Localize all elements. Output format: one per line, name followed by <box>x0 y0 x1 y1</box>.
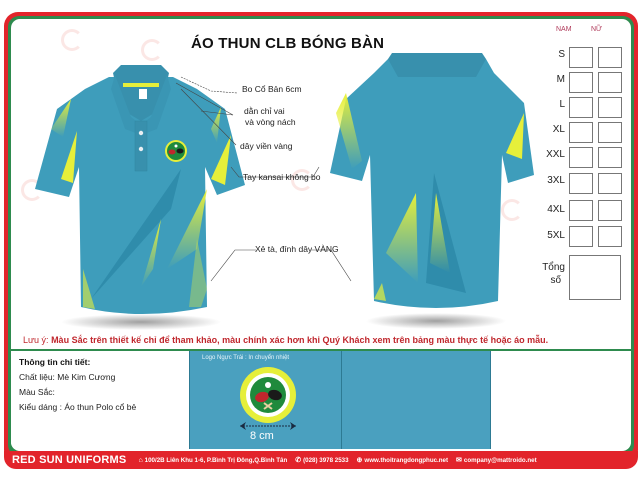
size-input-male-xxl[interactable] <box>569 147 593 168</box>
mail-icon: ✉ <box>456 457 462 464</box>
callout-piping: dây viền vàng <box>240 141 293 151</box>
logo-panel <box>189 351 342 449</box>
size-input-female-xxl[interactable] <box>598 147 622 168</box>
size-header-female: NỮ <box>591 26 603 33</box>
footer-address: ⌂ 100/2B Liên Khu 1-6, P.Bình Trị Đông,Q.Bình Tân <box>138 456 288 464</box>
phone-icon: ✆ <box>295 457 302 464</box>
size-input-female-4xl[interactable] <box>598 200 622 221</box>
details-title: Thông tin chi tiết: <box>19 357 91 367</box>
details-style: Kiểu dáng : Áo thun Polo cổ bẻ <box>19 402 137 412</box>
size-input-male-l[interactable] <box>569 97 593 118</box>
club-logo-icon <box>238 365 298 425</box>
watermark-icon <box>141 39 163 61</box>
size-input-female-s[interactable] <box>598 47 622 68</box>
footer-bar <box>4 451 638 469</box>
callout-collar: Bo Cổ Bản 6cm <box>242 84 302 94</box>
callout-stitching-1: dằn chỉ vai <box>244 106 285 116</box>
details-color: Màu Sắc: <box>19 387 55 397</box>
logo-dimension: 8 cm <box>250 430 274 442</box>
size-input-male-s[interactable] <box>569 47 593 68</box>
note-label: Lưu ý: <box>23 335 49 345</box>
callout-hem: Xẻ tà, đính dây VÀNG <box>255 244 339 254</box>
footer-website[interactable]: ⊕ www.thoitrangdongphuc.net <box>356 456 449 464</box>
note-text: Màu Sắc trên thiết kế chỉ để tham khảo, màu chính xác hơn khi Quý Khách xem trên bảng màu thực tế hoặc áo mẫu. <box>51 335 549 345</box>
globe-icon: ⊕ <box>356 457 363 464</box>
page-title: ÁO THUN CLB BÓNG BÀN <box>191 35 385 52</box>
callout-stitching-2: và vòng nách <box>245 117 296 127</box>
size-input-female-5xl[interactable] <box>598 226 622 247</box>
watermark-icon <box>61 29 83 51</box>
details-material: Chất liệu: Mè Kim Cương <box>19 372 116 382</box>
logo-caption: Logo Ngực Trái : In chuyển nhiệt <box>202 355 290 361</box>
callout-sleeve: Tay kansai không bo <box>243 172 321 182</box>
size-input-total[interactable] <box>569 255 621 300</box>
size-input-male-xl[interactable] <box>569 122 593 143</box>
size-input-male-m[interactable] <box>569 72 593 93</box>
back-shirt-illustration <box>326 43 536 333</box>
size-input-male-3xl[interactable] <box>569 173 593 194</box>
footer-phone[interactable]: ✆ (028) 3978 2533 <box>295 456 349 464</box>
color-disclaimer <box>23 335 623 345</box>
blank-panel-white <box>491 351 631 449</box>
size-input-female-m[interactable] <box>598 72 622 93</box>
front-shirt-illustration <box>11 59 251 334</box>
brand-name: RED SUN UNIFORMS <box>12 454 127 466</box>
design-sheet: ÁO THUN CLB BÓNG BÀN Bo Cổ Bản 6cm dằn chỉ vai và vòng nách dây viền vàng Tay kansai không bo Xẻ tà, đính dây VÀNG NAM NỮ S M L XL XXL 3XL 4XL 5XL Tổng số Lưu ý: Màu Sắc trên thiết kế chỉ để tham khảo, màu chính xác hơn khi Quý Khách xem trên bảng màu thực tế hoặc áo mẫu. Thông tin chi tiết: Chất liệu: Mè Kim Cương Màu Sắc: Kiểu dáng : Áo thun Polo cổ bẻ Logo Ngực Trái : In chuyển nhiệt 8 cm <box>11 19 631 451</box>
footer-email[interactable]: ✉ company@mattroido.net <box>456 456 537 464</box>
size-input-female-l[interactable] <box>598 97 622 118</box>
size-input-male-5xl[interactable] <box>569 226 593 247</box>
home-icon: ⌂ <box>138 456 143 464</box>
size-input-female-3xl[interactable] <box>598 173 622 194</box>
blank-panel-blue <box>342 351 491 449</box>
size-input-female-xl[interactable] <box>598 122 622 143</box>
size-header-male: NAM <box>556 26 572 33</box>
details-panel <box>11 351 189 449</box>
size-input-male-4xl[interactable] <box>569 200 593 221</box>
